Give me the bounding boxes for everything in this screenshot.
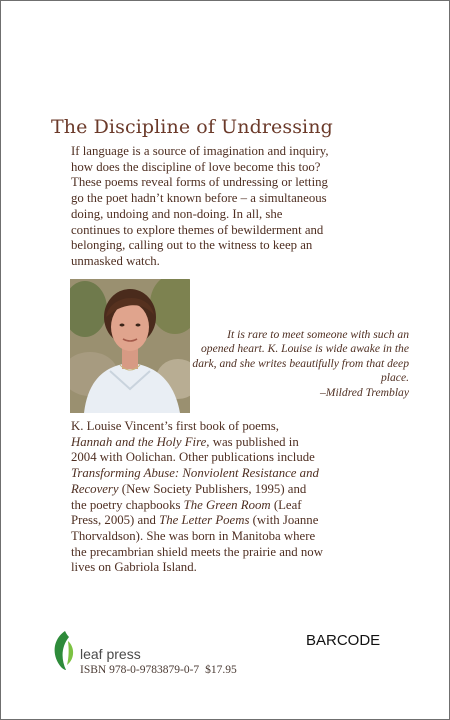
quote-text: It is rare to meet someone with such an opened heart. K. Louise is wide awake in the dark, and she writes beautifully from that deep place. bbox=[192, 328, 409, 385]
testimonial-quote bbox=[191, 328, 409, 400]
bio-text bbox=[71, 419, 323, 576]
publisher-name: leaf press bbox=[80, 646, 141, 662]
book-title: The Discipline of Undressing bbox=[51, 116, 333, 138]
author-bio bbox=[71, 419, 323, 576]
isbn-number: ISBN 978-0-9783879-0-7 bbox=[80, 664, 200, 676]
bio-part-1: K. Louise Vincent’s first book of poems, bbox=[71, 419, 279, 433]
leaf-logo-icon bbox=[51, 629, 77, 671]
isbn-line bbox=[80, 664, 237, 676]
bio-title-2: Transforming Abuse: Nonviolent Resistance and Recovery bbox=[71, 466, 319, 496]
bio-title-3: The Green Room bbox=[183, 497, 271, 512]
bio-title-1: Hannah and the Holy Fire, bbox=[71, 434, 210, 449]
quote-attribution: –Mildred Tremblay bbox=[320, 385, 409, 399]
bio-part-2: was published in 2004 with Oolichan. Other publications include bbox=[71, 434, 315, 465]
author-portrait-image bbox=[70, 279, 190, 413]
price: $17.95 bbox=[205, 664, 237, 676]
barcode-placeholder: BARCODE bbox=[306, 632, 381, 649]
book-blurb bbox=[71, 144, 333, 270]
bio-title-4: The Letter Poems bbox=[159, 513, 250, 528]
blurb-text: If language is a source of imagination and inquiry, how does the discipline of love become this too? These poems reveal forms of undressing or letting go the poet hadn’t known before – a simultaneous doing, undoing and non-doing. In all, she continues to explore themes of bewilderment and belonging, calling out to the witness to keep an unmasked watch. bbox=[71, 144, 329, 268]
bio-part-3: (New Society Publishers, 1995) and the poetry chapbooks bbox=[71, 481, 307, 512]
bio-part-5: (with Joanne Thorvaldson). She was born in Manitoba where the precambrian shield meets the prairie and now lives on Gabriola Island. bbox=[71, 513, 323, 575]
bio-part-4: (Leaf Press, 2005) and bbox=[71, 497, 302, 528]
author-photo bbox=[70, 279, 190, 413]
